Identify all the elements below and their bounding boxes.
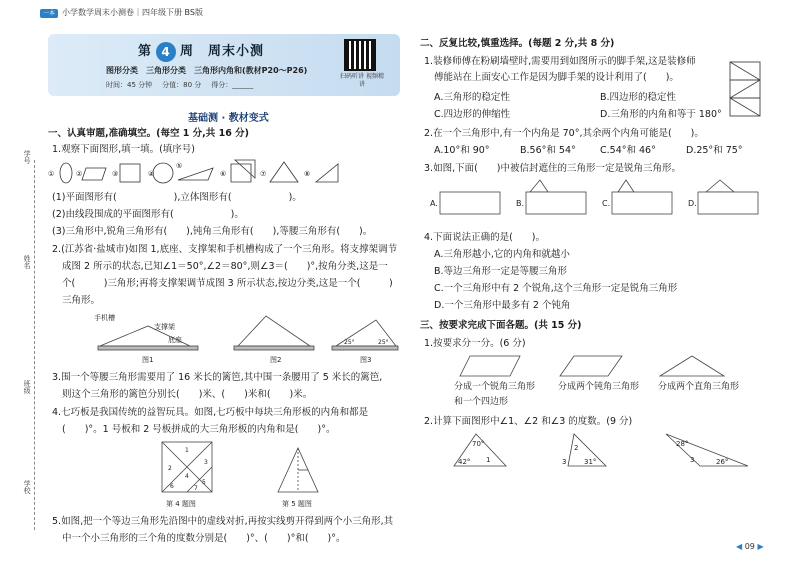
week-prefix: 第 bbox=[138, 43, 153, 59]
shape-num-5: ⑤ bbox=[176, 162, 183, 170]
label-angle1: 1 bbox=[486, 456, 491, 464]
r-q4-opt-c[interactable]: C.一个三角形中有 2 个锐角,这个三角形一定是锐角三角形 bbox=[434, 283, 678, 294]
r-q2-opt-a[interactable]: A.10°和 90° bbox=[434, 145, 490, 156]
q3-line2: 则这个三角形的篱笆分别长( )米、( )米和( )米。 bbox=[62, 389, 313, 400]
r-q2-opt-d[interactable]: D.25°和 75° bbox=[686, 145, 743, 156]
q1-stem: 1.观察下面图形,填一填。(填序号) bbox=[52, 144, 195, 155]
series-logo: 一本 bbox=[40, 9, 58, 18]
page-number-text: 09 bbox=[744, 542, 755, 551]
tangram-num-5: 5 bbox=[202, 479, 206, 486]
q1-1: (1)平面图形有( ),立体图形有( )。 bbox=[52, 192, 302, 203]
r-q31-caption-3: 分成两个直角三角形 bbox=[658, 382, 740, 392]
envelope-a bbox=[440, 192, 500, 214]
r-q1-opt-a[interactable]: A.三角形的稳定性 bbox=[434, 92, 510, 103]
r-q2-opt-c[interactable]: C.54°和 46° bbox=[600, 145, 656, 156]
fig1-base-label: 底座 bbox=[168, 336, 182, 344]
triangle-c bbox=[618, 180, 634, 192]
shape-num-6: ⑥ bbox=[220, 170, 227, 178]
left-page bbox=[48, 22, 400, 562]
q1-2: (2)由线段围成的平面图形有( )。 bbox=[52, 209, 244, 220]
triangle-b bbox=[530, 180, 548, 192]
shape-cylinder bbox=[60, 163, 72, 183]
fig1-phone-label: 手机槽 bbox=[94, 314, 115, 322]
qr-label: 扫码听讲 视频精讲 bbox=[340, 73, 384, 88]
envelope-b bbox=[526, 192, 586, 214]
r-q31-caption-1b: 和一个四边形 bbox=[454, 397, 509, 407]
parallelogram-1 bbox=[460, 356, 520, 376]
env-label-b: B. bbox=[516, 199, 525, 208]
shape-num-1: ① bbox=[48, 170, 55, 178]
label-angle3b: 3 bbox=[690, 456, 695, 464]
r-q2-stem: 2.在一个三角形中,有一个内角是 70°,其余两个内角可能是( )。 bbox=[424, 128, 704, 139]
time-limit: 时间：45 分钟 bbox=[106, 81, 153, 89]
envelope-c bbox=[612, 192, 672, 214]
side-label-name: 姓名 bbox=[23, 255, 32, 269]
tangram-num-2: 2 bbox=[168, 465, 172, 472]
page-number bbox=[736, 542, 764, 552]
triangle-3 bbox=[660, 356, 724, 376]
env-label-d: D. bbox=[688, 199, 697, 208]
fig3-base bbox=[332, 346, 398, 350]
r-q1-line2: 傅能站在上面安心工作是因为脚手架的设计利用了( )。 bbox=[434, 72, 679, 83]
next-page-icon[interactable]: ▶ bbox=[757, 542, 764, 551]
env-label-a: A. bbox=[430, 199, 438, 208]
binding-line bbox=[34, 160, 35, 530]
shape-parallelogram bbox=[82, 168, 106, 180]
right-page bbox=[420, 38, 780, 548]
r-q2-opt-b[interactable]: B.56°和 54° bbox=[520, 145, 576, 156]
shape-num-4: ④ bbox=[148, 170, 155, 178]
phone-stand-figures bbox=[88, 312, 398, 367]
page-header bbox=[40, 8, 203, 18]
env-label-c: C. bbox=[602, 199, 611, 208]
fig2-caption: 图2 bbox=[270, 356, 282, 364]
envelope-d bbox=[698, 192, 758, 214]
divide-shapes-figure bbox=[450, 354, 770, 380]
r-q1-opt-d[interactable]: D.三角形的内角和等于 180° bbox=[600, 109, 722, 120]
q5-line1: 5.如图,把一个等边三角形先沿图中的虚线对折,再按实线剪开得到两个小三角形,其 bbox=[52, 516, 394, 527]
shape-cube-front bbox=[231, 164, 251, 182]
fig1-stand-label: 支撑架 bbox=[154, 323, 175, 331]
r-q4-opt-d[interactable]: D.一个三角形中最多有 2 个钝角 bbox=[434, 300, 571, 311]
r-q4-opt-a[interactable]: A.三角形越小,它的内角和就越小 bbox=[434, 249, 570, 260]
tangram-num-7: 7 bbox=[194, 485, 198, 492]
shape-num-3: ③ bbox=[112, 170, 119, 178]
q1-shapes-figure bbox=[48, 158, 400, 188]
r-q3-stem: 3.如图,下面( )中被信封遮住的三角形一定是锐角三角形。 bbox=[424, 163, 681, 174]
week-suffix: 周 周末小测 bbox=[180, 43, 265, 59]
shape-num-7: ⑦ bbox=[260, 170, 267, 178]
r-q31-caption-2: 分成两个钝角三角形 bbox=[558, 382, 640, 392]
fig-q5-caption: 第 5 题图 bbox=[282, 500, 312, 508]
q2-line1: 2.(江苏省·盐城市)如图 1,底座、支撑架和手机槽构成了一个三角形。将支撑架调节 bbox=[52, 244, 398, 255]
q1-3: (3)三角形中,锐角三角形有( ),钝角三角形有( ),等腰三角形有( )。 bbox=[52, 226, 373, 237]
label-31: 31° bbox=[584, 458, 597, 466]
r-q32-stem: 2.计算下面图形中∠1、∠2 和∠3 的度数。(9 分) bbox=[424, 416, 633, 427]
shape-num-8: ⑧ bbox=[304, 170, 311, 178]
tangram-num-1: 1 bbox=[185, 447, 189, 454]
fig-q4-caption: 第 4 题图 bbox=[166, 500, 196, 508]
label-angle3: 3 bbox=[562, 458, 567, 466]
fig2-base bbox=[234, 346, 314, 350]
triangle-d bbox=[706, 180, 734, 192]
fig3-angle-b: 25° bbox=[378, 339, 389, 346]
label-26: 26° bbox=[716, 458, 729, 466]
angle-triangles-figure bbox=[450, 430, 770, 470]
fig3-caption: 图3 bbox=[360, 356, 372, 364]
label-42: 42° bbox=[458, 458, 471, 466]
scaffold-figure bbox=[726, 60, 766, 120]
label-angle2: 2 bbox=[574, 444, 579, 452]
week-banner bbox=[48, 34, 400, 96]
fig3-angle-a: 25° bbox=[344, 339, 355, 346]
tangram-num-6: 6 bbox=[170, 483, 174, 490]
q3-line1: 3.围一个等腰三角形需要用了 16 米长的篱笆,其中围一条腰用了 5 米长的篱笆, bbox=[52, 372, 383, 383]
r-q4-opt-b[interactable]: B.等边三角形一定是等腰三角形 bbox=[434, 266, 568, 277]
part3-title: 三、按要求完成下面各题。(共 15 分) bbox=[420, 320, 582, 331]
shape-square bbox=[120, 164, 140, 182]
shape-obtuse-triangle bbox=[178, 168, 213, 180]
fig1-base bbox=[98, 346, 198, 350]
prev-page-icon[interactable]: ◀ bbox=[736, 542, 743, 551]
r-q4-stem: 4.下面说法正确的是( )。 bbox=[424, 232, 545, 243]
q2-line4: 三角形。 bbox=[62, 295, 101, 306]
triangle-q32-3 bbox=[666, 434, 748, 466]
q2-line3: 个( )三角形;再将支撑架调节成图 3 所示状态,按边分类,这是一个( ) bbox=[62, 278, 393, 289]
q4-q5-figures bbox=[158, 440, 358, 512]
q5-line2: 中一个小三角形的三个角的度数分别是( )°、( )°和( )°。 bbox=[62, 533, 346, 544]
part2-title: 二、反复比较,慎重选择。(每题 2 分,共 8 分) bbox=[420, 38, 615, 49]
side-label-class: 班级 bbox=[23, 380, 32, 394]
week-topics: 图形分类 三角形分类 三角形内角和(教材P20～P26) bbox=[106, 66, 308, 75]
parallelogram-2 bbox=[560, 356, 622, 376]
part1-title: 一、认真审题,准确填空。(每空 1 分,共 16 分) bbox=[48, 128, 249, 139]
fig2-stand bbox=[238, 316, 310, 346]
tangram-num-4: 4 bbox=[185, 473, 189, 480]
r-q31-caption-1a: 分成一个锐角三角形 bbox=[454, 382, 536, 392]
q4-line2: ( )°。1 号板和 2 号板拼成的大三角形板的内角和是( )°。 bbox=[62, 424, 336, 435]
side-label-id: 学号 bbox=[23, 150, 32, 164]
week-number-badge: 4 bbox=[156, 42, 176, 62]
qr-code-icon[interactable] bbox=[344, 39, 376, 71]
r-q1-line1: 1.装修师傅在粉刷墙壁时,需要用到如图所示的脚手架,这是装修师 bbox=[424, 56, 696, 67]
q4-line1: 4.七巧板是我国传统的益智玩具。如图,七巧板中每块三角形板的内角和都是 bbox=[52, 407, 369, 418]
shape-right-triangle bbox=[316, 164, 338, 182]
r-q1-opt-c[interactable]: C.四边形的伸缩性 bbox=[434, 109, 511, 120]
week-title bbox=[138, 42, 264, 62]
envelope-figures bbox=[430, 178, 770, 218]
label-70: 70° bbox=[472, 440, 485, 448]
tangram-num-3: 3 bbox=[204, 459, 208, 466]
score-got: 得分：______ bbox=[211, 81, 254, 89]
shape-cube-back bbox=[235, 160, 255, 178]
week-meta bbox=[106, 81, 253, 90]
shape-num-2: ② bbox=[76, 170, 83, 178]
shape-sphere bbox=[153, 163, 173, 183]
q2-line2: 成图 2 所示的状态,已知∠1＝50°,∠2＝80°,则∠3＝( )°,按角分类,这是一 bbox=[62, 261, 388, 272]
score-total: 分值：80 分 bbox=[162, 81, 202, 89]
section-title: 基础测 · 教材变式 bbox=[188, 113, 269, 124]
shape-isosceles-triangle bbox=[270, 162, 298, 182]
r-q1-opt-b[interactable]: B.四边形的稳定性 bbox=[600, 92, 677, 103]
series-title: 小学数学周末小测卷｜四年级下册 BS版 bbox=[62, 8, 203, 17]
r-q31-stem: 1.按要求分一分。(6 分) bbox=[424, 338, 526, 349]
fig1-caption: 图1 bbox=[142, 356, 154, 364]
side-label-school: 学校 bbox=[23, 480, 32, 494]
label-28: 28° bbox=[676, 440, 689, 448]
